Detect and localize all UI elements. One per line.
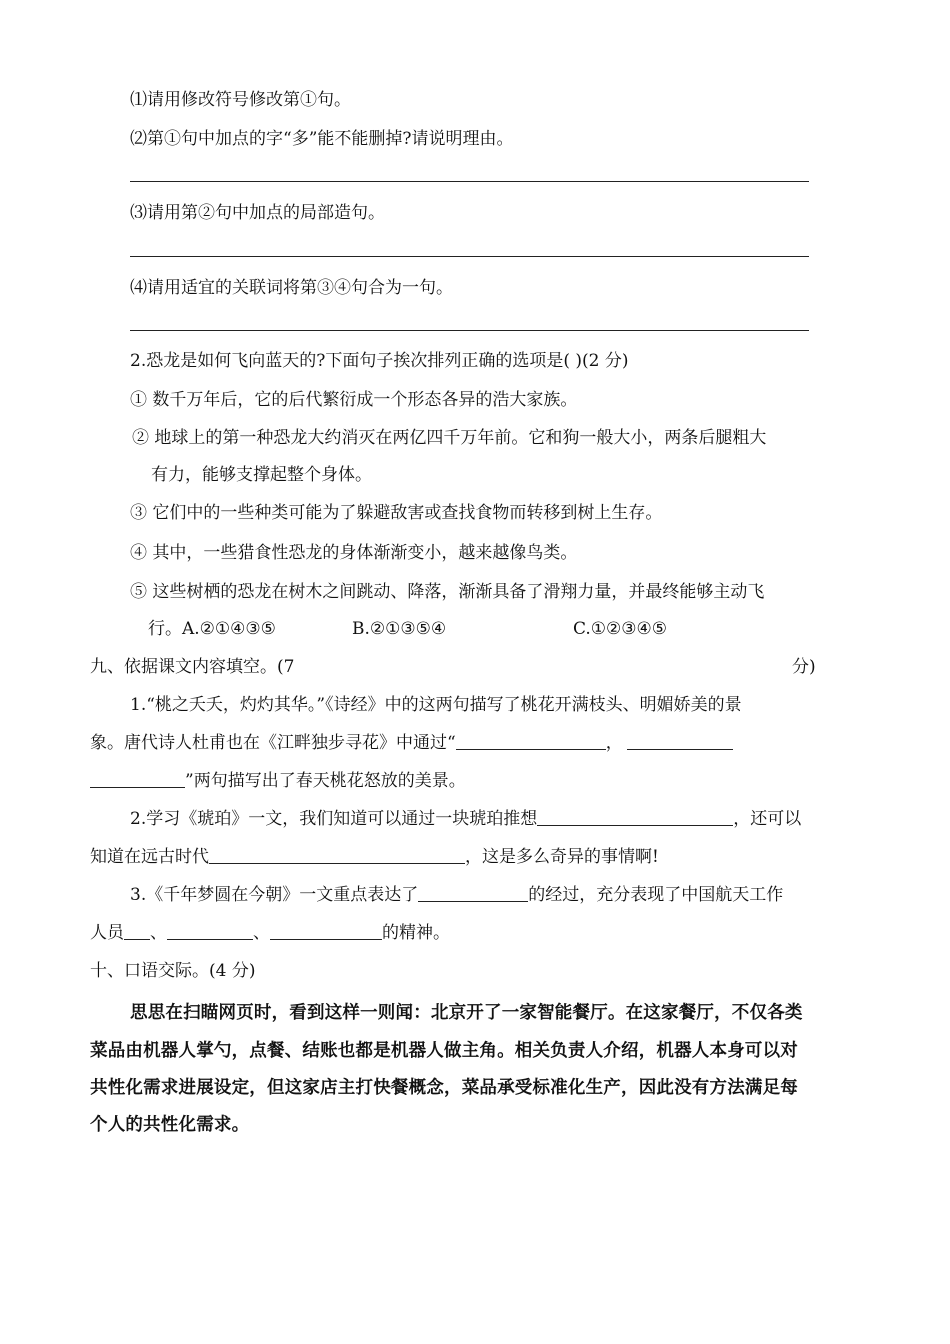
blank-1c[interactable]	[90, 769, 185, 788]
sentence-5: ⑤ 这些树栖的恐龙在树木之间跳动、降落，渐渐具备了滑翔力量，并最终能够主动飞	[130, 582, 765, 602]
fill-item-2-end: ，这是多么奇异的事情啊!	[465, 847, 659, 867]
blank-2a[interactable]	[537, 807, 733, 826]
fill-item-3-sep-1: 、	[150, 923, 167, 943]
section-10-title: 十、口语交际。(4 分)	[90, 961, 256, 981]
fill-item-2-line-2	[90, 845, 659, 869]
answer-line-2[interactable]	[130, 181, 809, 182]
blank-3c[interactable]	[167, 921, 253, 940]
blank-3a[interactable]	[418, 883, 528, 902]
answer-line-3[interactable]	[130, 256, 809, 257]
answer-options	[148, 617, 667, 641]
fill-item-3-sep-2: 、	[253, 923, 270, 943]
section-9-score: 分)	[792, 657, 816, 677]
sentence-4: ④ 其中，一些猎食性恐龙的身体渐渐变小，越来越像鸟类。	[130, 543, 578, 563]
fill-item-3-end: 的精神。	[382, 923, 450, 943]
sub-question-2: ⑵第①句中加点的字“多”能不能删掉?请说明理由。	[130, 129, 514, 149]
passage-line-4: 个人的共性化需求。	[90, 1115, 250, 1135]
passage-line-1: 思思在扫瞄网页时，看到这样一则闻：北京开了一家智能餐厅。在这家餐厅，不仅各类	[130, 1003, 803, 1023]
answer-line-4[interactable]	[130, 330, 809, 331]
sentence-2: ② 地球上的第一种恐龙大约消灭在两亿四千万年前。它和狗一般大小，两条后腿粗大	[132, 428, 767, 448]
blank-1a[interactable]	[456, 731, 606, 750]
fill-item-2	[130, 807, 801, 831]
ordering-question-title: 2.恐龙是如何飞向蓝天的?下面句子挨次排列正确的选项是( )(2 分)	[130, 351, 629, 371]
sentence-3: ③ 它们中的一些种类可能为了躲避敌害或查找食物而转移到树上生存。	[130, 503, 663, 523]
fill-item-2-text: 2.学习《琥珀》一文，我们知道可以通过一块琥珀推想	[130, 809, 538, 829]
option-a[interactable]: A.②①④③⑤	[182, 619, 276, 639]
passage-line-2: 菜品由机器人掌勺，点餐、结账也都是机器人做主角。相关负责人介绍，机器人本身可以对	[90, 1041, 798, 1061]
sentence-1: ① 数千万年后，它的后代繁衍成一个形态各异的浩大家族。	[130, 390, 578, 410]
blank-1b[interactable]	[627, 731, 733, 750]
sub-question-4: ⑷请用适宜的关联词将第③④句合为一句。	[130, 278, 453, 298]
blank-2b[interactable]	[209, 845, 465, 864]
fill-item-3-text: 3.《千年梦圆在今朝》一文重点表达了	[130, 885, 419, 905]
fill-item-1: 1.“桃之夭夭，灼灼其华。”《诗经》中的这两句描写了桃花开满枝头、明媚娇美的景	[130, 695, 742, 715]
sentence-5-end: 行。	[148, 619, 182, 639]
sub-question-1: ⑴请用修改符号修改第①句。	[130, 90, 351, 110]
fill-item-3-text-2: 的经过，充分表现了中国航天工作	[528, 885, 784, 905]
fill-item-1-end: ”两句描写出了春天桃花怒放的美景。	[185, 771, 466, 791]
fill-item-1-comma: ，	[605, 733, 623, 753]
fill-item-3-text-3: 人员	[90, 923, 124, 943]
section-9-title: 九、依据课文内容填空。(7	[90, 657, 295, 677]
blank-3d[interactable]	[270, 921, 382, 940]
sentence-2-continued: 有力，能够支撑起整个身体。	[151, 465, 372, 485]
fill-item-1-line-2	[90, 731, 733, 755]
option-c[interactable]: C.①②③④⑤	[573, 619, 668, 639]
fill-item-1-text: 象。唐代诗人杜甫也在《江畔独步寻花》中通过“	[90, 733, 456, 753]
fill-item-3-line-2	[90, 921, 450, 945]
option-b[interactable]: B.②①③⑤④	[352, 619, 447, 639]
fill-item-2-text-2: ，还可以	[733, 809, 802, 829]
sub-question-3: ⑶请用第②句中加点的局部造句。	[130, 203, 385, 223]
passage-line-3: 共性化需求进展设定，但这家店主打快餐概念，菜品承受标准化生产，因此没有方法满足每	[90, 1078, 798, 1098]
fill-item-1-line-3	[90, 769, 466, 793]
blank-3b[interactable]	[124, 921, 150, 940]
fill-item-2-text-3: 知道在远古时代	[90, 847, 209, 867]
fill-item-3	[130, 883, 783, 907]
